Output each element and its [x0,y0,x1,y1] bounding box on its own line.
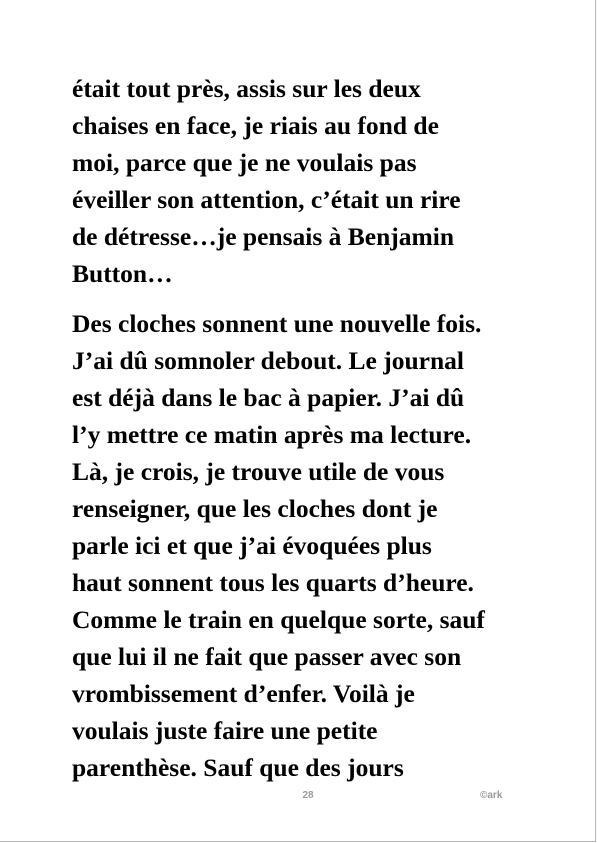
text-line: Button… [72,259,173,288]
text-line: chaises en face, je riais au fond de [72,111,439,140]
text-line: moi, parce que je ne voulais pas [72,148,417,177]
text-line: éveiller son attention, c’était un rire [72,185,461,214]
text-line: l’y mettre ce matin après ma lecture. [72,420,472,449]
text-line: était tout près, assis sur les deux [72,74,421,103]
text-line: Des cloches sonnent une nouvelle fois. [72,309,482,338]
text-line: parenthèse. Sauf que des jours [72,753,404,782]
text-line: parle ici et que j’ai évoquées plus [72,531,432,560]
text-line: haut sonnent tous les quarts d’heure. [72,568,474,597]
page-number: 28 [302,790,314,801]
text-line: voulais juste faire une petite [72,716,378,745]
text-line: vrombissement d’enfer. Voilà je [72,679,415,708]
text-line: de détresse…je pensais à Benjamin [72,222,455,251]
text-line: Comme le train en quelque sorte, sauf [72,605,485,634]
text-line: renseigner, que les cloches dont je [72,494,438,523]
text-line: Là, je crois, je trouve utile de vous [72,457,445,486]
text-line: est déjà dans le bac à papier. J’ai dû [72,383,465,412]
text-line: J’ai dû somnoler debout. Le journal [72,346,464,375]
paragraph-2 [72,305,542,786]
paragraph-1 [72,70,542,292]
text-line: que lui il ne fait que passer avec son [72,642,462,671]
copyright-mark: ©ark [480,790,503,801]
